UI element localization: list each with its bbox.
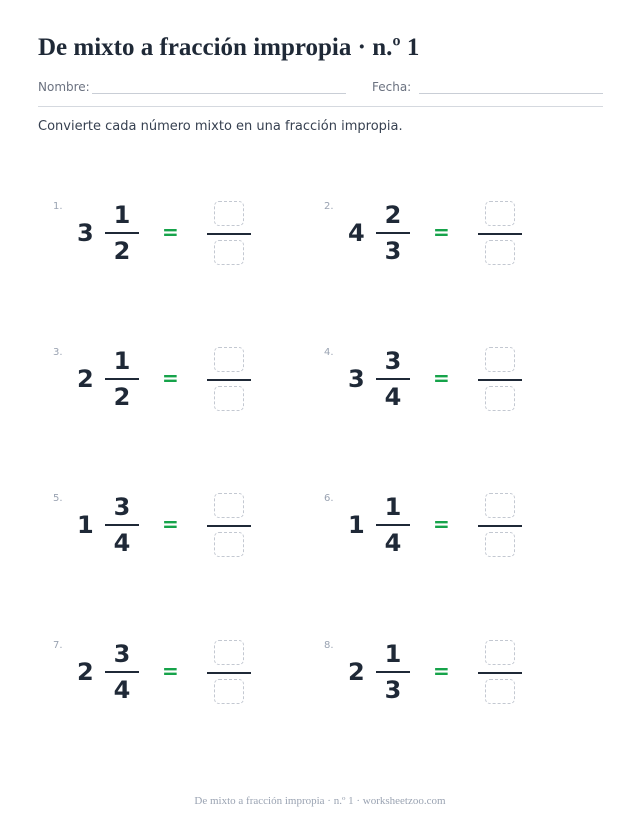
numerator: 1 bbox=[384, 493, 402, 521]
problem-7 bbox=[53, 640, 313, 720]
answer-numerator-box[interactable] bbox=[214, 201, 244, 226]
name-field[interactable] bbox=[92, 93, 346, 94]
problem-number: 3. bbox=[53, 347, 63, 358]
denominator: 4 bbox=[113, 676, 131, 704]
answer-numerator-box[interactable] bbox=[214, 347, 244, 372]
fraction-bar bbox=[105, 671, 139, 673]
answer-fraction-bar bbox=[207, 525, 251, 527]
answer-denominator-box[interactable] bbox=[214, 240, 244, 265]
problem-number: 4. bbox=[324, 347, 334, 358]
equals-sign: = bbox=[162, 220, 179, 244]
problem-number: 7. bbox=[53, 640, 63, 651]
page-footer: De mixto a fracción impropia · n.º 1 · worksheetzoo.com bbox=[194, 795, 446, 807]
answer-numerator-box[interactable] bbox=[485, 347, 515, 372]
whole-number: 2 bbox=[77, 365, 94, 393]
date-label: Fecha: bbox=[372, 80, 412, 94]
answer-fraction-bar bbox=[207, 672, 251, 674]
equals-sign: = bbox=[162, 659, 179, 683]
answer-numerator-box[interactable] bbox=[214, 493, 244, 518]
denominator: 4 bbox=[113, 529, 131, 557]
equals-sign: = bbox=[433, 512, 450, 536]
date-field[interactable] bbox=[419, 93, 603, 94]
numerator: 2 bbox=[384, 201, 402, 229]
fraction-bar bbox=[376, 671, 410, 673]
problem-2 bbox=[324, 201, 584, 281]
numerator: 3 bbox=[384, 347, 402, 375]
answer-denominator-box[interactable] bbox=[485, 679, 515, 704]
problem-3 bbox=[53, 347, 313, 427]
denominator: 3 bbox=[384, 237, 402, 265]
fraction-bar bbox=[376, 232, 410, 234]
answer-fraction-bar bbox=[207, 233, 251, 235]
answer-numerator-box[interactable] bbox=[485, 201, 515, 226]
problem-1 bbox=[53, 201, 313, 281]
page-title: De mixto a fracción impropia · n.º 1 bbox=[38, 34, 420, 61]
answer-denominator-box[interactable] bbox=[485, 240, 515, 265]
answer-denominator-box[interactable] bbox=[214, 679, 244, 704]
answer-denominator-box[interactable] bbox=[214, 386, 244, 411]
denominator: 4 bbox=[384, 529, 402, 557]
problem-number: 1. bbox=[53, 201, 63, 212]
problem-number: 5. bbox=[53, 493, 63, 504]
problem-number: 2. bbox=[324, 201, 334, 212]
problem-number: 8. bbox=[324, 640, 334, 651]
whole-number: 3 bbox=[77, 219, 94, 247]
answer-fraction-bar bbox=[478, 672, 522, 674]
denominator: 3 bbox=[384, 676, 402, 704]
numerator: 3 bbox=[113, 640, 131, 668]
student-info-row bbox=[38, 80, 603, 100]
name-label: Nombre: bbox=[38, 80, 90, 94]
numerator: 3 bbox=[113, 493, 131, 521]
problem-4 bbox=[324, 347, 584, 427]
problem-8 bbox=[324, 640, 584, 720]
whole-number: 1 bbox=[77, 511, 94, 539]
answer-numerator-box[interactable] bbox=[214, 640, 244, 665]
answer-denominator-box[interactable] bbox=[485, 386, 515, 411]
problem-number: 6. bbox=[324, 493, 334, 504]
answer-fraction-bar bbox=[207, 379, 251, 381]
answer-numerator-box[interactable] bbox=[485, 640, 515, 665]
denominator: 2 bbox=[113, 237, 131, 265]
problem-5 bbox=[53, 493, 313, 573]
whole-number: 2 bbox=[348, 658, 365, 686]
instructions: Convierte cada número mixto en una fracción impropia. bbox=[38, 119, 403, 134]
fraction-bar bbox=[105, 378, 139, 380]
answer-fraction-bar bbox=[478, 379, 522, 381]
equals-sign: = bbox=[162, 512, 179, 536]
numerator: 1 bbox=[384, 640, 402, 668]
numerator: 1 bbox=[113, 201, 131, 229]
problem-6 bbox=[324, 493, 584, 573]
equals-sign: = bbox=[433, 366, 450, 390]
fraction-bar bbox=[105, 524, 139, 526]
header-divider bbox=[38, 106, 603, 107]
numerator: 1 bbox=[113, 347, 131, 375]
answer-numerator-box[interactable] bbox=[485, 493, 515, 518]
whole-number: 2 bbox=[77, 658, 94, 686]
answer-denominator-box[interactable] bbox=[485, 532, 515, 557]
denominator: 2 bbox=[113, 383, 131, 411]
fraction-bar bbox=[376, 524, 410, 526]
whole-number: 4 bbox=[348, 219, 365, 247]
whole-number: 1 bbox=[348, 511, 365, 539]
answer-fraction-bar bbox=[478, 233, 522, 235]
answer-denominator-box[interactable] bbox=[214, 532, 244, 557]
fraction-bar bbox=[376, 378, 410, 380]
equals-sign: = bbox=[162, 366, 179, 390]
fraction-bar bbox=[105, 232, 139, 234]
answer-fraction-bar bbox=[478, 525, 522, 527]
equals-sign: = bbox=[433, 659, 450, 683]
equals-sign: = bbox=[433, 220, 450, 244]
whole-number: 3 bbox=[348, 365, 365, 393]
denominator: 4 bbox=[384, 383, 402, 411]
